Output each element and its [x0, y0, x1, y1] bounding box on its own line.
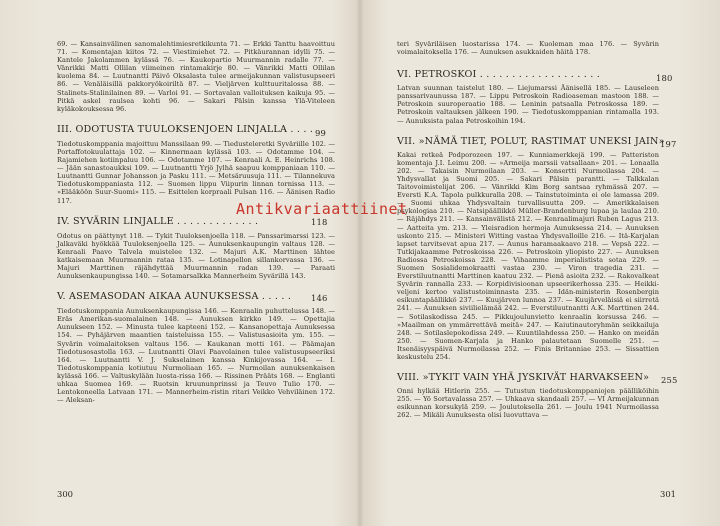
intro-text: 69. — Kansainvälinen sanomalehtimiesretkikunta 71. — Erkki Tanttu haavoittuu 71. — Komentajan kiitos 72. — Viestimiehet 72. — Pitkäurannan idylli 75. — Kantele Jakolammen kylässä 76. — Kaukopartio Muurmannin radalle 77. — Vänrikki Matti Ollilan viimeinen rintamakirje 80. — Vänrikki Matti Ollilan kuolema 84. — Luutnantti Päivö Oksalasta tulee armeijakunnan valistusupseeri 86. — Venäläisillä pakkoryökoiriltä 87. — Vieljärven kulttuuritalossa 88. — Stalinets-Stalinilainen 89. — Varloi 91. — Sortavalan valloituksen kaikuja 95. — Pitkä askel raulsea kohti 96. — Sakari Pälsin kanssa Ylä-Viteleen kyläkokouksessa 96. — [57, 40, 335, 113]
section-page-number: 180 — [656, 73, 673, 84]
section-title: VIII. »TYKIT VAIN YHÄ JYSKIVÄT HARVAKSEEN» — [397, 372, 650, 384]
section-text: Tiedotuskomppania majoittuu Manssilaan 99. — Tiedusteleretki Syväriille 102. — Portaffotokuulattaja 102. — Kinnermaan kylässä 103. — Odotamme 104. — Rajamiehen kotiinpaluu 106. — Odotamme 107. — Kenraali A. E. Heinrichs 108. — Jään sanastoaukksi 109. — Luutnantti Yrjö Jylhä saapuu komppaniaan 110. — Luutnantti Gunnar Johansson ja Pasku 111. — Metsäruusuja 111. — Tilannekuva Tiedotuskomppaniasta 112. — Suomen lippu Viipurin linnan tornissa 113. — »Elääköön Suur-Suomi» 115. — Esittelen korpraali Pulsan 116. — Äänisen Radio 117. — [57, 139, 335, 205]
section-title: IV. SYVÄRIN LINJALLE . . . . . . . . . . . . . — [57, 215, 259, 227]
section-heading — [397, 135, 677, 149]
section-text: Onni hylkää Hitlerin 255. — Tutustun tiedotuskomppaniojen päälliköihin 255. — Yö Sortavalassa 257. — Uhkaava skandaali 257. — VI Armeijakunnan esikunnan korsukylä 259. — Joulutoksella 261. — Joulu 1941 Nurmoilassa 262. — Mikäli Aunuksesta olisi luovuttava — — [397, 387, 659, 420]
section-heading — [57, 123, 335, 138]
section-text: Latvan suunnan taistelut 180. — Liejumarssi Äänisellä 185. — Lauseleen panssarivaunussa 187. — Lippu Petroskoin Radioaseman mastoon 188. — Petroskoin suuroperaatio 188. — Leninin patsaalla Petroskossa 189. — Petroskoin valtauksen jälkeen 190. — Tiedotuskomppanian rintamalla 193. — Aunuksista palaa Petroskoihin 194. — [397, 84, 659, 125]
section-title: V. ASEMASODAN AIKAA AUNUKSESSA . . . . . — [57, 291, 292, 303]
section-heading — [57, 291, 335, 302]
section-page-number: 197 — [660, 138, 677, 149]
right-column — [397, 40, 678, 420]
page-number: 301 — [660, 489, 676, 499]
section-title: III. ODOTUSTA TUULOKSENJOEN LINJALLA . . . . — [57, 123, 314, 135]
left-column — [57, 40, 335, 404]
page-number: 300 — [57, 489, 73, 499]
watermark: Antikvariaattiinet — [236, 200, 408, 218]
section-heading — [397, 69, 673, 84]
section-text: Odotus on päättynyt 118. — Tykit Tuuloksenjoella 118. — Panssarimarssi 123. — Jalkaväki hyökkää Tuuloksenjoella 125. — Aunuksenkaupungin valtaus 128. — Kenraali Paavo Talvela muistelee 132. — Majuri A.K. Marttinen lähtee katkaisemaan Muurmannin rataa 135. — Lotinapellon sillankorvassa 136. — Majuri Marttinen räjähdyttää Muurmannin radan 139. — Paraati Aunuksenkaupungissa 140. — Sotamarsalkka Mannerheim Syvärillä 143. — [57, 231, 335, 281]
intro-text: teri Syväriläisen luostarissa 174. — Kuoleman maa 176. — Syvärin voimalaitoksella 176. — Aunuksen asukkaiden häitä 178. — [397, 40, 659, 57]
section-page-number: 146 — [311, 293, 328, 304]
section-heading — [397, 372, 678, 386]
section-page-number: 255 — [661, 375, 678, 386]
right-page — [360, 0, 720, 526]
section-title: VII. »NÄMÄ TIET, POLUT, RASTIMAT UNEKSI JAIN» — [397, 135, 665, 147]
section-page-number: 118 — [311, 216, 328, 227]
section-page-number: 99 — [315, 127, 327, 138]
section-title: VI. PETROSKOI . . . . . . . . . . . . . . . . . . . — [397, 69, 600, 81]
section-text: Kakai retkeä Podporozeen 197. — Kunniamerkkejä 199. — Patteriston komentaja J.I. Leimu 200. — »Armeija marssii vatsallaan» 201. — Lonaalla 202. — Takaisin Nurmoilaan 203. — Konsertti Nurmoilassa 204. — Yhdysvallat ja Suomi 205. — Sakari Pälsin parantti. — Talkkalan Taitovoimistelijat 206. — Vänrikki Kim Borg santsaa ryhmässä 207. — Eversti K.A. Tapola pulkkuralla 208. — Tainstutoiminta ei ole lamassa 209. — Suomi uhkaa Yhdysvaltain turvallisuutta 209. — Amerikkalaisen psykologiaa 210. — Natsipäällikkö Müller-Brandenburg lupaa ja laulaa 210. — Räjähdys 211. — Kansainvälistä 212. — Kenraalimajuri Ruben Lagus 213. — Aatteita ym. 213. — Yleisradion hermoja Aunuksessa 214. — Aunuksen uskonto 215. — Ministeri Witting vastaa Yhdysvalloille 216. — Itä-Karjalan lapset tarvitsevat apua 217. — Aunus haramaakaavo 218. — Vepsä 222. — Tutkijakaamme Petroskoissa 226. — Petroskoin yliopisto 227. — Aunuksen Radiossa Petroskoissa 228. — Vihaamme imperialistista sotaa 229. — Suomen Sosialidemokraatti vastaa 230. — Viron tragedia 231. — Everstiluutnantti Marttinen kaatuu 232. — Pienä asioita 232. — Rakovalkeat Syvärin rannalla 233. — Korpidivisioonan upseerikerhossa 235. — Heikki-veljeni kertoo valistustoiminnasta 235. — Idän-ministerin Rosenbergin esikuntapäällikkö 237. — Kuujärven lunnoa 237. — Kuujärveläisiä ei siirretä 241. — Aunuksen siviilielämää 242. — Everstiluutnantti A.K. Marttinen 244. — Sotilaskodissa 245. — Pikkujoulunvietto kenraalin korsussa 246. — »Maailman on ymmärrettävä meitä» 247. — Kaiutinautoryhmän seikkailuja 248. — Sotilaslepokodissa 249. — Kuuntilahdessa 250. — Hanko on meidän 250. — Suomen-Karjala ja Hanko palautetaan Suomelle 251. — Itsenäisyyspäivä Nurmoilassa 252. — Finis Britanniae 253. — Sissattien keskustelu 254. — [397, 150, 659, 361]
section-text: Tiedotuskomppania Aunuksenkaupungissa 146. — Kenraalin puhuttelussa 148. — Eräs Amerikan-suomalainen 148. — Aunuksen kirkko 149. — Opettajia Aunukseen 152. — Minusta tulee kapteeni 152. — Kansanopettaja Aunuksessa 154. — Pyhäjärven maantien taisteluissa 155. — Valistusasioita ym. 155. — Syvärin voimalaitoksen valtaus 156. — Kaukanan motti 161. — Päämajan Tiedotusosastolla 163. — Luutnantti Olavi Paavolainen tulee valistusupseeriksi 164. — Luutnantti V. J. Sukselainen kanssa Kinkijovassa 164. — I. Tiedotuskomppania kotiutuu Nurmoliaan 165. — Nurmoilan aunuksenkaisen kylässä 166. — Valtuskylään luosta-rissa 166. — Rissinen Prääts 168. — Englanti uhkaa Suomea 169. — Ruotsin kruununprinssi ja Teuvo Tulio 170. — Lentokoneella Latvaan 171. — Mannerheim-ristin ritari Veikko Vehviläinen 172. — Aleksan- — [57, 307, 335, 405]
